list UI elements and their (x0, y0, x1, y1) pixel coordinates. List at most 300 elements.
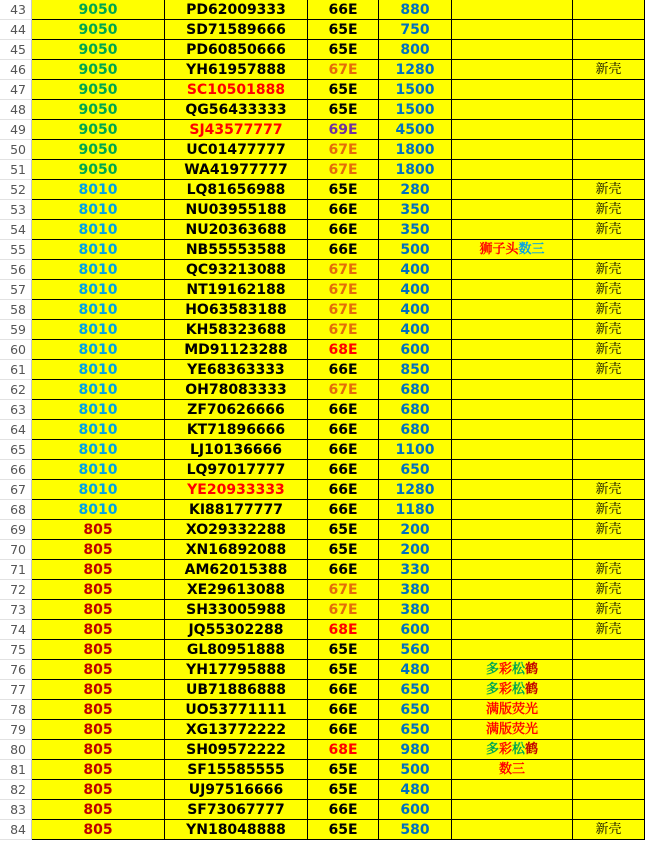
note-cell[interactable] (452, 680, 573, 700)
tag-cell[interactable] (573, 100, 645, 120)
group-code-cell[interactable]: 8010 (32, 300, 165, 320)
row-number[interactable]: 83 (0, 800, 32, 820)
note-cell[interactable] (452, 0, 573, 20)
size-cell[interactable]: 65E (308, 20, 379, 40)
row-number[interactable]: 56 (0, 260, 32, 280)
note-cell[interactable] (452, 760, 573, 780)
note-cell[interactable] (452, 460, 573, 480)
group-code-cell[interactable]: 9050 (32, 160, 165, 180)
plate-number-cell[interactable]: UC01477777 (165, 140, 308, 160)
plate-number-cell[interactable]: YH61957888 (165, 60, 308, 80)
price-cell[interactable]: 800 (379, 40, 452, 60)
price-cell[interactable]: 650 (379, 680, 452, 700)
note-cell[interactable] (452, 660, 573, 680)
plate-number-cell[interactable]: NT19162188 (165, 280, 308, 300)
group-code-cell[interactable]: 805 (32, 520, 165, 540)
size-cell[interactable]: 66E (308, 480, 379, 500)
size-cell[interactable]: 65E (308, 40, 379, 60)
group-code-cell[interactable]: 805 (32, 640, 165, 660)
row-number[interactable]: 84 (0, 820, 32, 840)
group-code-cell[interactable]: 805 (32, 740, 165, 760)
tag-cell[interactable]: 新壳 (573, 180, 645, 200)
table-row (0, 120, 649, 140)
tag-cell[interactable]: 新壳 (573, 200, 645, 220)
group-code-cell[interactable]: 8010 (32, 340, 165, 360)
size-cell[interactable]: 66E (308, 360, 379, 380)
plate-number-cell[interactable]: SH09572222 (165, 740, 308, 760)
group-code-cell[interactable]: 8010 (32, 280, 165, 300)
plate-number-cell[interactable]: XE29613088 (165, 580, 308, 600)
size-cell[interactable]: 67E (308, 280, 379, 300)
note-cell[interactable] (452, 500, 573, 520)
group-code-cell[interactable]: 8010 (32, 440, 165, 460)
row-number[interactable]: 69 (0, 520, 32, 540)
group-code-cell[interactable]: 8010 (32, 360, 165, 380)
size-cell[interactable]: 65E (308, 640, 379, 660)
group-code-cell[interactable]: 9050 (32, 80, 165, 100)
price-cell[interactable]: 500 (379, 760, 452, 780)
group-code-cell[interactable]: 8010 (32, 180, 165, 200)
price-cell[interactable]: 380 (379, 600, 452, 620)
tag-cell[interactable] (573, 120, 645, 140)
row-number[interactable]: 53 (0, 200, 32, 220)
price-cell[interactable]: 1280 (379, 480, 452, 500)
size-cell[interactable]: 67E (308, 140, 379, 160)
note-cell[interactable] (452, 640, 573, 660)
group-code-cell[interactable]: 9050 (32, 20, 165, 40)
size-cell[interactable]: 66E (308, 800, 379, 820)
plate-number-cell[interactable]: YH17795888 (165, 660, 308, 680)
plate-number-cell[interactable]: QG56433333 (165, 100, 308, 120)
price-cell[interactable]: 600 (379, 620, 452, 640)
price-cell[interactable]: 500 (379, 240, 452, 260)
tag-cell[interactable] (573, 0, 645, 20)
size-cell[interactable]: 68E (308, 740, 379, 760)
note-cell[interactable] (452, 540, 573, 560)
size-cell[interactable]: 65E (308, 180, 379, 200)
size-cell[interactable]: 66E (308, 440, 379, 460)
table-row (0, 540, 649, 560)
size-cell[interactable]: 67E (308, 60, 379, 80)
group-code-cell[interactable]: 9050 (32, 40, 165, 60)
note-cell[interactable] (452, 720, 573, 740)
price-cell[interactable]: 650 (379, 700, 452, 720)
plate-number-cell[interactable]: YN18048888 (165, 820, 308, 840)
note-cell[interactable] (452, 140, 573, 160)
plate-number-cell[interactable]: OH78083333 (165, 380, 308, 400)
size-cell[interactable]: 65E (308, 100, 379, 120)
price-cell[interactable]: 580 (379, 820, 452, 840)
size-cell[interactable]: 68E (308, 340, 379, 360)
tag-cell[interactable]: 新壳 (573, 340, 645, 360)
tag-cell[interactable]: 新壳 (573, 480, 645, 500)
tag-cell[interactable] (573, 440, 645, 460)
tag-cell[interactable] (573, 380, 645, 400)
price-cell[interactable]: 560 (379, 640, 452, 660)
group-code-cell[interactable]: 8010 (32, 260, 165, 280)
size-cell[interactable]: 65E (308, 820, 379, 840)
price-cell[interactable]: 680 (379, 420, 452, 440)
tag-cell[interactable]: 新壳 (573, 280, 645, 300)
price-cell[interactable]: 650 (379, 720, 452, 740)
size-cell[interactable]: 67E (308, 160, 379, 180)
plate-number-cell[interactable]: HO63583188 (165, 300, 308, 320)
group-code-cell[interactable]: 9050 (32, 100, 165, 120)
row-number[interactable]: 55 (0, 240, 32, 260)
row-number[interactable]: 67 (0, 480, 32, 500)
row-number[interactable]: 62 (0, 380, 32, 400)
tag-cell[interactable] (573, 160, 645, 180)
group-code-cell[interactable]: 805 (32, 780, 165, 800)
group-code-cell[interactable]: 805 (32, 620, 165, 640)
size-cell[interactable]: 65E (308, 540, 379, 560)
row-number[interactable]: 82 (0, 780, 32, 800)
note-cell[interactable] (452, 820, 573, 840)
size-cell[interactable]: 67E (308, 260, 379, 280)
row-number[interactable]: 81 (0, 760, 32, 780)
tag-cell[interactable]: 新壳 (573, 620, 645, 640)
plate-number-cell[interactable]: YE68363333 (165, 360, 308, 380)
plate-number-cell[interactable]: NU20363688 (165, 220, 308, 240)
group-code-cell[interactable]: 8010 (32, 480, 165, 500)
group-code-cell[interactable]: 9050 (32, 60, 165, 80)
plate-number-cell[interactable]: ZF70626666 (165, 400, 308, 420)
note-cell[interactable] (452, 280, 573, 300)
row-number[interactable]: 68 (0, 500, 32, 520)
tag-cell[interactable]: 新壳 (573, 320, 645, 340)
tag-cell[interactable] (573, 540, 645, 560)
group-code-cell[interactable]: 805 (32, 560, 165, 580)
size-cell[interactable]: 67E (308, 300, 379, 320)
note-cell[interactable] (452, 360, 573, 380)
size-cell[interactable]: 66E (308, 240, 379, 260)
note-cell[interactable] (452, 100, 573, 120)
price-cell[interactable]: 1100 (379, 440, 452, 460)
group-code-cell[interactable]: 8010 (32, 500, 165, 520)
group-code-cell[interactable]: 8010 (32, 420, 165, 440)
note-cell[interactable] (452, 160, 573, 180)
tag-cell[interactable]: 新壳 (573, 220, 645, 240)
group-code-cell[interactable]: 805 (32, 720, 165, 740)
row-number[interactable]: 75 (0, 640, 32, 660)
tag-cell[interactable] (573, 420, 645, 440)
group-code-cell[interactable]: 805 (32, 600, 165, 620)
group-code-cell[interactable]: 805 (32, 700, 165, 720)
note-cell[interactable] (452, 440, 573, 460)
plate-number-cell[interactable]: XG13772222 (165, 720, 308, 740)
price-cell[interactable]: 200 (379, 520, 452, 540)
note-cell[interactable] (452, 520, 573, 540)
group-code-cell[interactable]: 8010 (32, 240, 165, 260)
tag-cell[interactable] (573, 400, 645, 420)
group-code-cell[interactable]: 9050 (32, 120, 165, 140)
size-cell[interactable]: 67E (308, 600, 379, 620)
row-number[interactable]: 57 (0, 280, 32, 300)
note-text-run: 彩 (498, 682, 512, 697)
row-number[interactable]: 66 (0, 460, 32, 480)
note-cell[interactable] (452, 580, 573, 600)
tag-cell[interactable]: 新壳 (573, 580, 645, 600)
price-cell[interactable]: 650 (379, 460, 452, 480)
plate-number-cell[interactable]: KI88177777 (165, 500, 308, 520)
size-cell[interactable]: 67E (308, 580, 379, 600)
row-number[interactable]: 51 (0, 160, 32, 180)
price-cell[interactable]: 1800 (379, 140, 452, 160)
row-number[interactable]: 52 (0, 180, 32, 200)
row-number[interactable]: 73 (0, 600, 32, 620)
tag-cell[interactable]: 新壳 (573, 820, 645, 840)
note-cell[interactable] (452, 320, 573, 340)
note-cell[interactable] (452, 420, 573, 440)
group-code-cell[interactable]: 805 (32, 800, 165, 820)
price-cell[interactable]: 350 (379, 220, 452, 240)
tag-cell[interactable] (573, 140, 645, 160)
tag-cell[interactable]: 新壳 (573, 300, 645, 320)
tag-cell[interactable]: 新壳 (573, 500, 645, 520)
price-cell[interactable]: 200 (379, 540, 452, 560)
size-cell[interactable]: 65E (308, 760, 379, 780)
group-code-cell[interactable]: 8010 (32, 320, 165, 340)
row-number[interactable]: 43 (0, 0, 32, 20)
row-number[interactable]: 54 (0, 220, 32, 240)
tag-cell[interactable] (573, 700, 645, 720)
row-number[interactable]: 70 (0, 540, 32, 560)
size-cell[interactable]: 66E (308, 500, 379, 520)
group-code-cell[interactable]: 9050 (32, 0, 165, 20)
price-cell[interactable]: 480 (379, 780, 452, 800)
table-row (0, 340, 649, 360)
row-number[interactable]: 58 (0, 300, 32, 320)
plate-number-cell[interactable]: NU03955188 (165, 200, 308, 220)
price-cell[interactable]: 400 (379, 260, 452, 280)
row-number[interactable]: 64 (0, 420, 32, 440)
tag-cell[interactable] (573, 640, 645, 660)
price-cell[interactable]: 1500 (379, 80, 452, 100)
plate-number-cell[interactable]: SD71589666 (165, 20, 308, 40)
group-code-cell[interactable]: 8010 (32, 220, 165, 240)
tag-cell[interactable] (573, 780, 645, 800)
tag-cell[interactable] (573, 240, 645, 260)
price-cell[interactable]: 4500 (379, 120, 452, 140)
table-row (0, 460, 649, 480)
price-cell[interactable]: 680 (379, 380, 452, 400)
note-cell[interactable] (452, 700, 573, 720)
row-number[interactable]: 45 (0, 40, 32, 60)
price-cell[interactable]: 600 (379, 340, 452, 360)
note-cell[interactable] (452, 600, 573, 620)
note-cell[interactable] (452, 400, 573, 420)
note-cell[interactable] (452, 740, 573, 760)
plate-number-cell[interactable]: AM62015388 (165, 560, 308, 580)
size-cell[interactable]: 65E (308, 780, 379, 800)
row-number[interactable]: 44 (0, 20, 32, 40)
price-cell[interactable]: 1500 (379, 100, 452, 120)
size-cell[interactable]: 67E (308, 380, 379, 400)
row-number[interactable]: 78 (0, 700, 32, 720)
row-number[interactable]: 74 (0, 620, 32, 640)
group-code-cell[interactable]: 805 (32, 760, 165, 780)
plate-number-cell[interactable]: SF73067777 (165, 800, 308, 820)
row-number[interactable]: 65 (0, 440, 32, 460)
group-code-cell[interactable]: 805 (32, 580, 165, 600)
plate-number-cell[interactable]: XO29332288 (165, 520, 308, 540)
tag-cell[interactable] (573, 740, 645, 760)
group-code-cell[interactable]: 805 (32, 540, 165, 560)
tag-cell[interactable] (573, 20, 645, 40)
tag-cell[interactable] (573, 80, 645, 100)
tag-cell[interactable]: 新壳 (573, 600, 645, 620)
price-cell[interactable]: 400 (379, 300, 452, 320)
plate-number-cell[interactable]: UJ97516666 (165, 780, 308, 800)
plate-number-cell[interactable]: PD60850666 (165, 40, 308, 60)
plate-number-cell[interactable]: UO53771111 (165, 700, 308, 720)
plate-number-cell[interactable]: WA41977777 (165, 160, 308, 180)
plate-number-cell[interactable]: YE20933333 (165, 480, 308, 500)
size-cell[interactable]: 66E (308, 220, 379, 240)
note-cell[interactable] (452, 180, 573, 200)
note-cell[interactable] (452, 220, 573, 240)
plate-number-cell[interactable]: SF15585555 (165, 760, 308, 780)
plate-number-cell[interactable]: SC10501888 (165, 80, 308, 100)
plate-number-cell[interactable]: XN16892088 (165, 540, 308, 560)
price-cell[interactable]: 750 (379, 20, 452, 40)
tag-cell[interactable]: 新壳 (573, 60, 645, 80)
tag-cell[interactable] (573, 40, 645, 60)
group-code-cell[interactable]: 8010 (32, 460, 165, 480)
row-number[interactable]: 72 (0, 580, 32, 600)
group-code-cell[interactable]: 8010 (32, 400, 165, 420)
note-cell[interactable] (452, 60, 573, 80)
plate-number-cell[interactable]: KT71896666 (165, 420, 308, 440)
note-cell[interactable] (452, 240, 573, 260)
note-cell[interactable] (452, 480, 573, 500)
note-text-run: 鹤 (525, 742, 539, 757)
size-cell[interactable]: 66E (308, 200, 379, 220)
plate-number-cell[interactable]: SJ43577777 (165, 120, 308, 140)
size-cell[interactable]: 66E (308, 400, 379, 420)
note-cell[interactable] (452, 20, 573, 40)
size-cell[interactable]: 66E (308, 720, 379, 740)
price-cell[interactable]: 400 (379, 280, 452, 300)
price-cell[interactable]: 350 (379, 200, 452, 220)
note-cell[interactable] (452, 80, 573, 100)
tag-cell[interactable]: 新壳 (573, 360, 645, 380)
size-cell[interactable]: 66E (308, 700, 379, 720)
row-number[interactable]: 59 (0, 320, 32, 340)
note-cell[interactable] (452, 40, 573, 60)
note-cell[interactable] (452, 300, 573, 320)
size-cell[interactable]: 66E (308, 420, 379, 440)
note-cell[interactable] (452, 200, 573, 220)
plate-number-cell[interactable]: LQ81656988 (165, 180, 308, 200)
note-cell[interactable] (452, 380, 573, 400)
note-cell[interactable] (452, 340, 573, 360)
tag-cell[interactable] (573, 660, 645, 680)
tag-cell[interactable] (573, 800, 645, 820)
row-number[interactable]: 60 (0, 340, 32, 360)
row-number[interactable]: 71 (0, 560, 32, 580)
plate-number-cell[interactable]: UB71886888 (165, 680, 308, 700)
plate-number-cell[interactable]: PD62009333 (165, 0, 308, 20)
price-cell[interactable]: 330 (379, 560, 452, 580)
price-cell[interactable]: 850 (379, 360, 452, 380)
row-number[interactable]: 47 (0, 80, 32, 100)
size-cell[interactable]: 65E (308, 80, 379, 100)
price-cell[interactable]: 880 (379, 0, 452, 20)
plate-number-cell[interactable]: MD91123288 (165, 340, 308, 360)
group-code-cell[interactable]: 805 (32, 660, 165, 680)
price-cell[interactable]: 1280 (379, 60, 452, 80)
note-cell[interactable] (452, 560, 573, 580)
price-cell[interactable]: 600 (379, 800, 452, 820)
group-code-cell[interactable]: 805 (32, 820, 165, 840)
size-cell[interactable]: 65E (308, 520, 379, 540)
tag-cell[interactable] (573, 760, 645, 780)
size-cell[interactable]: 65E (308, 660, 379, 680)
row-number[interactable]: 76 (0, 660, 32, 680)
plate-number-cell[interactable]: KH58323688 (165, 320, 308, 340)
tag-cell[interactable]: 新壳 (573, 260, 645, 280)
row-number[interactable]: 49 (0, 120, 32, 140)
price-cell[interactable]: 680 (379, 400, 452, 420)
size-cell[interactable]: 69E (308, 120, 379, 140)
size-cell[interactable]: 66E (308, 560, 379, 580)
note-cell[interactable] (452, 800, 573, 820)
group-code-cell[interactable]: 805 (32, 680, 165, 700)
group-code-cell[interactable]: 9050 (32, 140, 165, 160)
plate-number-cell[interactable]: LQ97017777 (165, 460, 308, 480)
size-cell[interactable]: 66E (308, 460, 379, 480)
row-number[interactable]: 63 (0, 400, 32, 420)
size-cell[interactable]: 66E (308, 0, 379, 20)
plate-number-cell[interactable]: SH33005988 (165, 600, 308, 620)
plate-number-cell[interactable]: QC93213088 (165, 260, 308, 280)
plate-number-cell[interactable]: GL80951888 (165, 640, 308, 660)
plate-number-cell[interactable]: LJ10136666 (165, 440, 308, 460)
tag-cell[interactable] (573, 460, 645, 480)
group-code-cell[interactable]: 8010 (32, 380, 165, 400)
row-number[interactable]: 80 (0, 740, 32, 760)
tag-cell[interactable] (573, 720, 645, 740)
tag-cell[interactable]: 新壳 (573, 520, 645, 540)
tag-cell[interactable] (573, 680, 645, 700)
price-cell[interactable]: 380 (379, 580, 452, 600)
price-cell[interactable]: 480 (379, 660, 452, 680)
size-cell[interactable]: 68E (308, 620, 379, 640)
plate-number-cell[interactable]: NB55553588 (165, 240, 308, 260)
tag-cell[interactable]: 新壳 (573, 560, 645, 580)
price-cell[interactable]: 1180 (379, 500, 452, 520)
size-cell[interactable]: 67E (308, 320, 379, 340)
note-cell[interactable] (452, 260, 573, 280)
group-code-cell[interactable]: 8010 (32, 200, 165, 220)
price-cell[interactable]: 980 (379, 740, 452, 760)
row-number[interactable]: 48 (0, 100, 32, 120)
price-cell[interactable]: 1800 (379, 160, 452, 180)
row-number[interactable]: 46 (0, 60, 32, 80)
size-cell[interactable]: 66E (308, 680, 379, 700)
note-cell[interactable] (452, 780, 573, 800)
row-number[interactable]: 79 (0, 720, 32, 740)
note-cell[interactable] (452, 120, 573, 140)
price-cell[interactable]: 280 (379, 180, 452, 200)
plate-number-cell[interactable]: JQ55302288 (165, 620, 308, 640)
row-number[interactable]: 77 (0, 680, 32, 700)
row-number[interactable]: 61 (0, 360, 32, 380)
row-number[interactable]: 50 (0, 140, 32, 160)
price-cell[interactable]: 400 (379, 320, 452, 340)
note-cell[interactable] (452, 620, 573, 640)
